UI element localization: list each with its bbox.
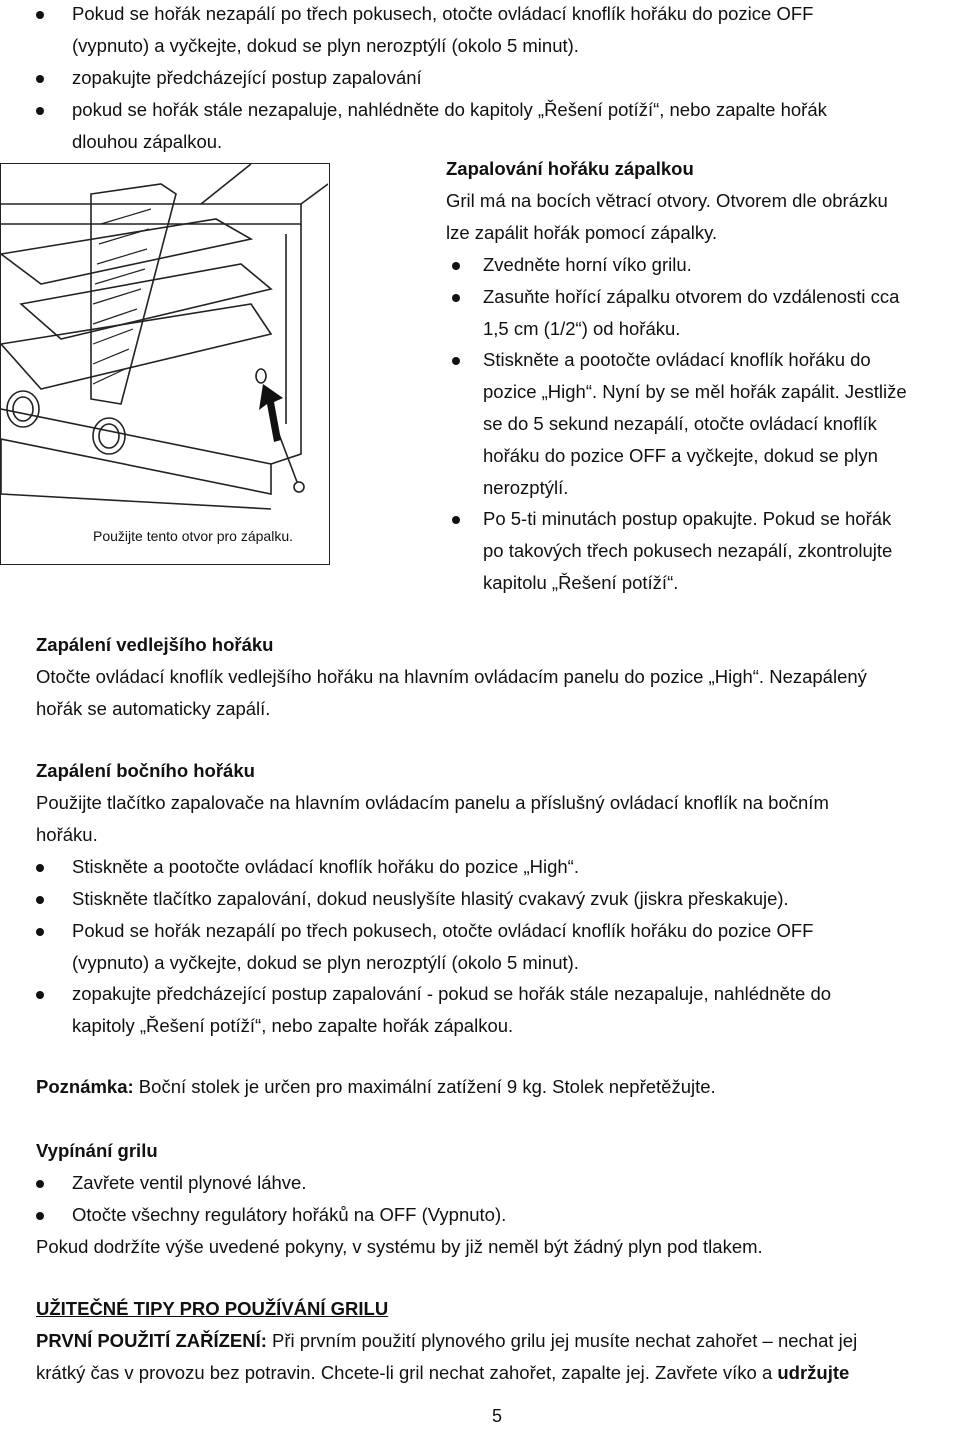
first-use-text-2: krátký čas v provozu bez potravin. Chcete-li gril nechat zahořet, zapalte jej. Zavřete víko a bbox=[36, 1362, 778, 1383]
match-bullet-3-line-5: nerozptýlí. bbox=[483, 477, 569, 498]
side-burner-line-2: hořák se automaticky zapálí. bbox=[36, 698, 271, 719]
top-bullet-1-line-2: (vypnuto) a vyčkejte, dokud se plyn nerozptýlí (okolo 5 minut). bbox=[72, 35, 579, 56]
lateral-burner-line-1: Použijte tlačítko zapalovače na hlavním ovládacím panelu a příslušný ovládací knoflík na bočním bbox=[36, 792, 829, 813]
bullet-dot bbox=[36, 1180, 44, 1188]
figure-caption: Použijte tento otvor pro zápalku. bbox=[93, 528, 294, 544]
shutdown-after: Pokud dodržíte výše uvedené pokyny, v systému by již neměl být žádný plyn pod tlakem. bbox=[36, 1236, 763, 1257]
lateral-bullet-3-line-2: (vypnuto) a vyčkejte, dokud se plyn nerozptýlí (okolo 5 minut). bbox=[72, 952, 579, 973]
bullet-dot bbox=[36, 107, 44, 115]
page-number: 5 bbox=[492, 1406, 503, 1426]
tips-first-use-line-2 bbox=[36, 1362, 849, 1384]
bullet-dot bbox=[36, 991, 44, 999]
match-bullet-3-line-2: pozice „High“. Nyní by se měl hořák zapálit. Jestliže bbox=[483, 381, 907, 402]
match-section-intro-line-2: lze zapálit hořák pomocí zápalky. bbox=[446, 222, 718, 243]
match-bullet-4-line-2: po takových třech pokusech nezapálí, zkontrolujte bbox=[483, 540, 893, 561]
lateral-burner-heading: Zapálení bočního hořáku bbox=[36, 760, 255, 781]
match-bullet-1: Zvedněte horní víko grilu. bbox=[483, 254, 692, 275]
bullet-dot bbox=[36, 75, 44, 83]
side-burner-line-1: Otočte ovládací knoflík vedlejšího hořáku na hlavním ovládacím panelu do pozice „High“. Nezapálený bbox=[36, 666, 867, 687]
shutdown-bullet-1: Zavřete ventil plynové láhve. bbox=[72, 1172, 307, 1193]
bullet-dot bbox=[36, 864, 44, 872]
match-bullet-2-line-1: Zasuňte hořící zápalku otvorem do vzdálenosti cca bbox=[483, 286, 900, 307]
bullet-dot bbox=[36, 1212, 44, 1220]
bullet-dot bbox=[452, 357, 460, 365]
grill-illustration bbox=[0, 163, 330, 565]
shutdown-heading: Vypínání grilu bbox=[36, 1140, 158, 1161]
first-use-label: PRVNÍ POUŽITÍ ZAŘÍZENÍ: bbox=[36, 1330, 267, 1351]
match-bullet-3-line-4: hořáku do pozice OFF a vyčkejte, dokud se plyn bbox=[483, 445, 878, 466]
match-section-heading: Zapalování hořáku zápalkou bbox=[446, 158, 694, 179]
lateral-burner-line-2: hořáku. bbox=[36, 824, 98, 845]
match-bullet-3-line-1: Stiskněte a pootočte ovládací knoflík hořáku do bbox=[483, 349, 871, 370]
top-bullet-3-line-2: dlouhou zápalkou. bbox=[72, 131, 223, 152]
arrow-icon bbox=[259, 384, 283, 442]
first-use-text-2-bold: udržujte bbox=[777, 1362, 850, 1383]
lateral-bullet-4-line-2: kapitoly „Řešení potíží“, nebo zapalte hořák zápalkou. bbox=[72, 1015, 514, 1036]
grill-drawing bbox=[1, 164, 328, 563]
shutdown-bullet-2: Otočte všechny regulátory hořáků na OFF (Vypnuto). bbox=[72, 1204, 507, 1225]
bullet-dot bbox=[452, 516, 460, 524]
bullet-dot bbox=[36, 11, 44, 19]
match-bullet-4-line-1: Po 5-ti minutách postup opakujte. Pokud se hořák bbox=[483, 508, 892, 529]
match-bullet-2-line-2: 1,5 cm (1/2“) od hořáku. bbox=[483, 318, 681, 339]
bullet-dot bbox=[36, 896, 44, 904]
tips-first-use-line-1 bbox=[36, 1330, 857, 1352]
top-bullet-3-line-1: pokud se hořák stále nezapaluje, nahlédněte do kapitoly „Řešení potíží“, nebo zapalte hořák bbox=[72, 99, 827, 120]
tips-heading: UŽITEČNÉ TIPY PRO POUŽÍVÁNÍ GRILU bbox=[36, 1298, 389, 1319]
match-section-intro-line-1: Gril má na bocích větrací otvory. Otvorem dle obrázku bbox=[446, 190, 888, 211]
bullet-dot bbox=[452, 262, 460, 270]
lateral-bullet-3-line-1: Pokud se hořák nezapálí po třech pokusech, otočte ovládací knoflík hořáku do pozice OFF bbox=[72, 920, 814, 941]
match-bullet-4-line-3: kapitolu „Řešení potíží“. bbox=[483, 572, 679, 593]
match-bullet-3-line-3: se do 5 sekund nezapálí, otočte ovládací knoflík bbox=[483, 413, 877, 434]
side-burner-heading: Zapálení vedlejšího hořáku bbox=[36, 634, 274, 655]
lateral-bullet-1: Stiskněte a pootočte ovládací knoflík hořáku do pozice „High“. bbox=[72, 856, 579, 877]
lateral-bullet-4-line-1: zopakujte předcházející postup zapalování - pokud se hořák stále nezapaluje, nahlédněte do bbox=[72, 983, 832, 1004]
lateral-bullet-2: Stiskněte tlačítko zapalování, dokud neuslyšíte hlasitý cvakavý zvuk (jiskra přeskakuje). bbox=[72, 888, 789, 909]
top-bullet-1-line-1: Pokud se hořák nezapálí po třech pokusech, otočte ovládací knoflík hořáku do pozice OFF bbox=[72, 3, 814, 24]
note-label: Poznámka: bbox=[36, 1076, 134, 1097]
bullet-dot bbox=[452, 294, 460, 302]
note-paragraph bbox=[36, 1076, 716, 1098]
note-text: Boční stolek je určen pro maximální zatížení 9 kg. Stolek nepřetěžujte. bbox=[133, 1076, 716, 1097]
top-bullet-2: zopakujte předcházející postup zapalování bbox=[72, 67, 422, 88]
first-use-text-1: Při prvním použití plynového grilu jej musíte nechat zahořet – nechat jej bbox=[266, 1330, 858, 1351]
bullet-dot bbox=[36, 928, 44, 936]
